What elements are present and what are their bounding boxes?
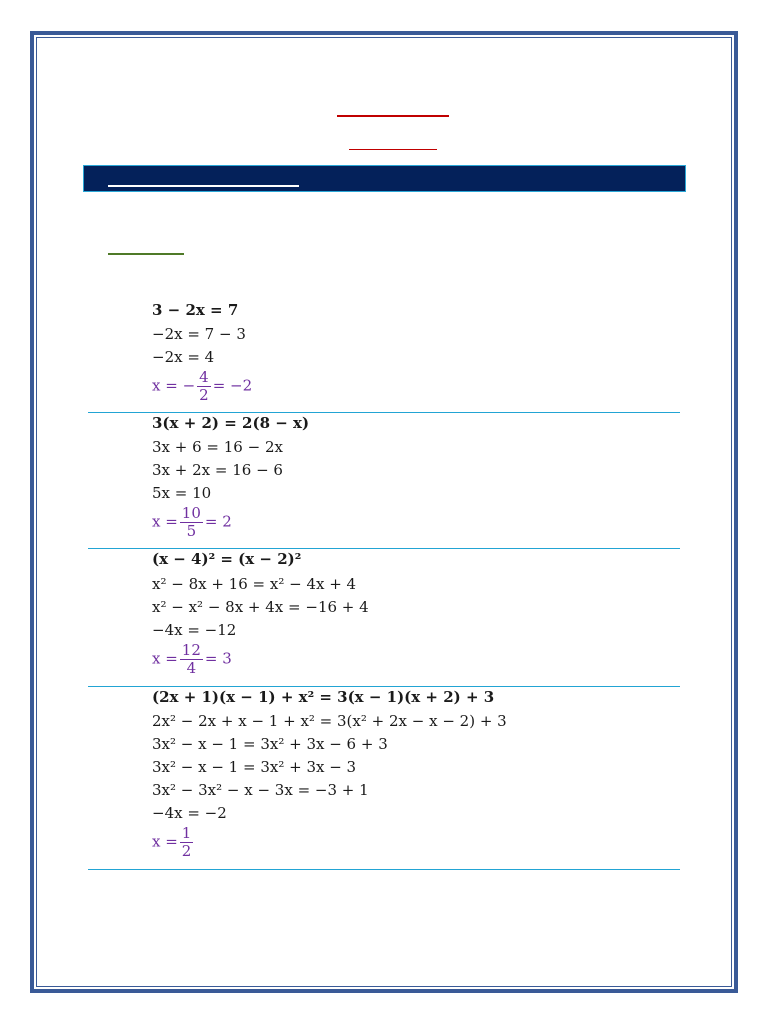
problem-3-title: (x − 4)² = (x − 2)² (152, 550, 302, 568)
answer-rhs: = 2 (204, 512, 232, 531)
section-underline (108, 253, 184, 255)
answer-rhs: = −2 (212, 376, 253, 395)
problem-1-step: −2x = 4 (152, 348, 215, 366)
fraction-numerator: 10 (181, 504, 201, 522)
problem-4-step: 3x² − 3x² − x − 3x = −3 + 1 (152, 781, 369, 799)
problem-3-step: x² − x² − 8x + 4x = −16 + 4 (152, 598, 369, 616)
answer-rhs: = 3 (204, 649, 232, 668)
problem-4-title: (2x + 1)(x − 1) + x² = 3(x − 1)(x + 2) + 3 (152, 688, 495, 706)
problem-1-title: 3 − 2x = 7 (152, 301, 239, 319)
problem-4-step: 3x² − x − 1 = 3x² + 3x − 6 + 3 (152, 735, 388, 753)
fraction-numerator: 1 (181, 824, 192, 842)
problem-2-step: 5x = 10 (152, 484, 212, 502)
fraction-numerator: 12 (181, 641, 201, 659)
separator-line (88, 412, 680, 413)
title-underline (337, 115, 449, 117)
problem-4-step: 3x² − x − 1 = 3x² + 3x − 3 (152, 758, 357, 776)
problem-3-step: x² − 8x + 16 = x² − 4x + 4 (152, 575, 357, 593)
fraction-denominator: 5 (186, 522, 197, 540)
problem-2-answer (152, 506, 232, 539)
fraction-denominator: 2 (181, 842, 192, 860)
answer-lhs: x = (152, 832, 178, 851)
problem-4-step: 2x² − 2x + x − 1 + x² = 3(x² + 2x − x − 2) + 3 (152, 712, 507, 730)
problem-4-step: −4x = −2 (152, 804, 227, 822)
answer-fraction (180, 506, 203, 539)
answer-fraction (180, 643, 203, 676)
problem-4-answer (152, 826, 195, 859)
answer-lhs: x = (152, 649, 178, 668)
banner-underline (108, 185, 299, 187)
problem-2-title: 3(x + 2) = 2(8 − x) (152, 414, 310, 432)
fraction-denominator: 2 (199, 386, 209, 404)
fraction-numerator: 4 (199, 368, 209, 386)
subtitle-underline (349, 149, 437, 150)
separator-line (88, 548, 680, 549)
problem-3-step: −4x = −12 (152, 621, 237, 639)
problem-1-answer (152, 370, 252, 403)
problem-2-step: 3x + 2x = 16 − 6 (152, 461, 283, 479)
answer-lhs: x = − (152, 376, 196, 395)
separator-line (88, 686, 680, 687)
problem-2-step: 3x + 6 = 16 − 2x (152, 438, 283, 456)
fraction-denominator: 4 (186, 659, 197, 677)
answer-fraction (180, 826, 194, 859)
problem-3-answer (152, 643, 232, 676)
answer-lhs: x = (152, 512, 178, 531)
separator-line (88, 869, 680, 870)
problem-1-step: −2x = 7 − 3 (152, 325, 246, 343)
answer-fraction (197, 370, 211, 403)
header-banner (83, 165, 686, 192)
